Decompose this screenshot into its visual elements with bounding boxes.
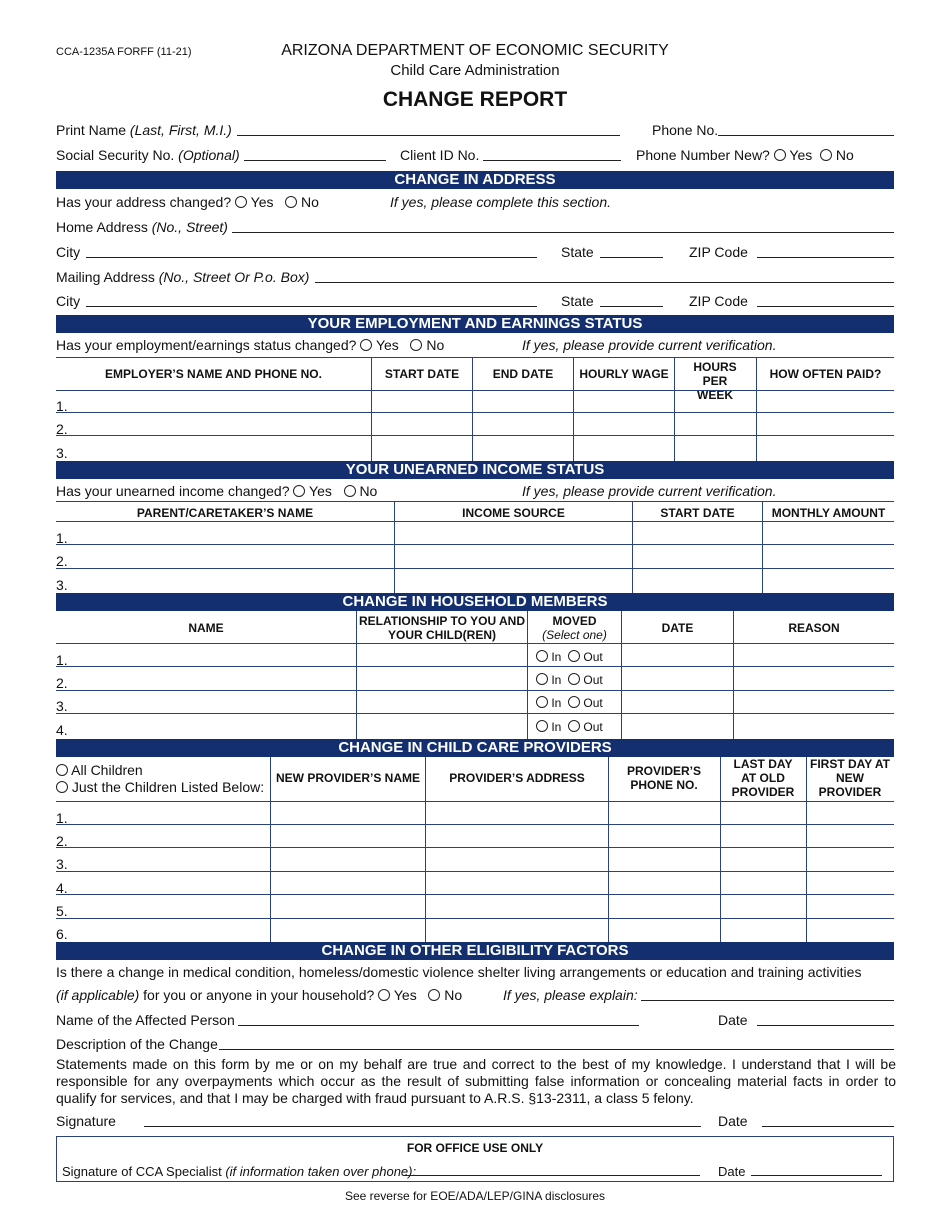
providers-section-header: CHANGE IN CHILD CARE PROVIDERS <box>56 739 894 757</box>
moved-out-radio[interactable] <box>568 720 580 732</box>
mailing-city-label: City <box>56 293 81 309</box>
address-note: If yes, please complete this section. <box>390 194 611 210</box>
other-yes-radio[interactable] <box>378 989 390 1001</box>
home-state-field[interactable] <box>600 257 663 258</box>
phone-field[interactable] <box>718 135 894 136</box>
col-income-source: INCOME SOURCE <box>462 506 565 520</box>
phone-label: Phone No. <box>652 122 719 138</box>
unearned-note: If yes, please provide current verification. <box>522 483 777 499</box>
providers-col-divider <box>806 757 807 942</box>
providers-col-divider <box>270 757 271 942</box>
explain-field[interactable] <box>641 1000 894 1001</box>
col-monthly-amount: MONTHLY AMOUNT <box>771 506 886 520</box>
signature-label: Signature <box>56 1113 116 1129</box>
employment-row-number: 1. <box>56 398 68 414</box>
phone-new-yes-radio[interactable] <box>774 149 786 161</box>
other-section-header: CHANGE IN OTHER ELIGIBILITY FACTORS <box>56 942 894 960</box>
mailing-zip-field[interactable] <box>757 306 894 307</box>
explain-label: If yes, please explain: <box>503 987 638 1003</box>
office-use-title: FOR OFFICE USE ONLY <box>406 1141 544 1155</box>
household-row-1[interactable] <box>56 666 894 667</box>
mailing-state-field[interactable] <box>600 306 663 307</box>
employment-row-1[interactable] <box>56 412 894 413</box>
description-label: Description of the Change <box>56 1036 218 1052</box>
address-no-radio[interactable] <box>285 196 297 208</box>
other-no-radio[interactable] <box>428 989 440 1001</box>
provider-row-number: 1. <box>56 810 68 826</box>
providers-header-divider <box>56 801 894 802</box>
col-new-provider-name: NEW PROVIDER’S NAME <box>275 771 420 785</box>
household-row-number: 4. <box>56 722 68 738</box>
mailing-city-field[interactable] <box>86 306 537 307</box>
employment-table-top <box>56 357 894 358</box>
agency-name: ARIZONA DEPARTMENT OF ECONOMIC SECURITY <box>281 42 669 59</box>
unearned-row-1[interactable] <box>56 544 894 545</box>
household-col-divider <box>527 611 528 739</box>
phone-new-question: Phone Number New? Yes No <box>636 147 854 163</box>
address-yes-radio[interactable] <box>235 196 247 208</box>
col-moved: MOVED (Select one) <box>542 614 607 642</box>
unearned-header-divider <box>56 521 894 522</box>
moved-options: In Out <box>536 696 603 710</box>
moved-in-radio[interactable] <box>536 720 548 732</box>
col-income-start-date: START DATE <box>660 506 735 520</box>
moved-options: In Out <box>536 720 603 734</box>
description-field[interactable] <box>219 1049 894 1050</box>
affected-person-label: Name of the Affected Person <box>56 1012 235 1028</box>
provider-row-number: 5. <box>56 903 68 919</box>
moved-in-radio[interactable] <box>536 673 548 685</box>
unearned-no-radio[interactable] <box>344 485 356 497</box>
employment-header-divider <box>56 390 894 391</box>
provider-row-number: 6. <box>56 926 68 942</box>
employment-row-number: 3. <box>56 445 68 461</box>
moved-out-radio[interactable] <box>568 673 580 685</box>
client-id-field[interactable] <box>483 160 621 161</box>
print-name-label: Print Name (Last, First, M.I.) <box>56 122 232 138</box>
household-row-number: 1. <box>56 652 68 668</box>
employment-no-radio[interactable] <box>410 339 422 351</box>
employment-section-header: YOUR EMPLOYMENT AND EARNINGS STATUS <box>56 315 894 333</box>
home-zip-label: ZIP Code <box>689 244 748 260</box>
provider-row-2[interactable] <box>56 847 894 848</box>
mailing-address-label: Mailing Address (No., Street Or P.o. Box) <box>56 269 310 285</box>
client-id-label: Client ID No. <box>400 147 480 163</box>
page-title: CHANGE REPORT <box>382 88 568 111</box>
moved-out-radio[interactable] <box>568 650 580 662</box>
home-address-label: Home Address (No., Street) <box>56 219 228 235</box>
specialist-signature-field[interactable] <box>403 1175 700 1176</box>
household-col-divider <box>733 611 734 739</box>
provider-row-number: 2. <box>56 833 68 849</box>
address-section-header: CHANGE IN ADDRESS <box>56 171 894 189</box>
listed-children-option: Just the Children Listed Below: <box>56 779 264 795</box>
provider-row-1[interactable] <box>56 824 894 825</box>
unearned-row-number: 1. <box>56 530 68 546</box>
employment-yes-radio[interactable] <box>360 339 372 351</box>
mailing-zip-label: ZIP Code <box>689 293 748 309</box>
moved-out-radio[interactable] <box>568 696 580 708</box>
provider-row-4[interactable] <box>56 894 894 895</box>
certification-statement: Statements made on this form by me or on my behalf are true and correct to the best of my knowledge. I understand that I will be responsible for any overpayments which occur as the result of submitting false information or concealing material facts in order to qualify for services, and that I may be charged with fraud pursuant to A.R.S. §13-2311, a class 5 felony. <box>56 1056 896 1106</box>
col-provider-phone: PROVIDER’S PHONE NO. <box>626 764 701 792</box>
col-hours-per-week: HOURS PER WEEK <box>693 360 737 402</box>
unearned-col-divider <box>632 502 633 593</box>
employment-col-divider <box>756 358 757 461</box>
unearned-section-header: YOUR UNEARNED INCOME STATUS <box>56 461 894 479</box>
ssn-label: Social Security No. (Optional) <box>56 147 240 163</box>
unearned-col-divider <box>394 502 395 593</box>
all-children-radio[interactable] <box>56 764 68 776</box>
home-city-label: City <box>56 244 81 260</box>
provider-row-3[interactable] <box>56 871 894 872</box>
employment-row-2[interactable] <box>56 435 894 436</box>
providers-col-divider <box>425 757 426 942</box>
ssn-field[interactable] <box>244 160 386 161</box>
provider-row-number: 3. <box>56 856 68 872</box>
home-address-field[interactable] <box>232 232 894 233</box>
affected-person-field[interactable] <box>238 1025 639 1026</box>
specialist-date-label: Date <box>718 1164 746 1179</box>
moved-in-radio[interactable] <box>536 696 548 708</box>
mailing-address-field[interactable] <box>315 282 894 283</box>
moved-in-radio[interactable] <box>536 650 548 662</box>
other-question-line1: Is there a change in medical condition, homeless/domestic violence shelter living arrangements or education and training activities <box>56 964 862 980</box>
col-relationship: RELATIONSHIP TO YOU AND YOUR CHILD(REN) <box>358 614 526 642</box>
unearned-col-divider <box>762 502 763 593</box>
moved-options: In Out <box>536 673 603 687</box>
signature-date-field[interactable] <box>762 1126 894 1127</box>
unearned-row-2[interactable] <box>56 568 894 569</box>
print-name-field[interactable] <box>237 135 620 136</box>
affected-date-label: Date <box>718 1012 748 1028</box>
col-end-date: END DATE <box>492 367 554 381</box>
household-col-divider <box>356 611 357 739</box>
specialist-label: Signature of CCA Specialist (if information taken over phone): <box>62 1164 417 1179</box>
col-last-day: LAST DAY AT OLD PROVIDER <box>731 757 795 799</box>
division-name: Child Care Administration <box>390 62 560 79</box>
col-caretaker-name: PARENT/CARETAKER’S NAME <box>136 506 314 520</box>
address-changed-question: Has your address changed? Yes No <box>56 194 319 210</box>
home-state-label: State <box>561 244 594 260</box>
specialist-date-field[interactable] <box>751 1175 882 1176</box>
provider-row-number: 4. <box>56 880 68 896</box>
col-provider-address: PROVIDER’S ADDRESS <box>449 771 585 785</box>
household-row-2[interactable] <box>56 690 894 691</box>
mailing-state-label: State <box>561 293 594 309</box>
col-how-often-paid: HOW OFTEN PAID? <box>769 367 882 381</box>
household-row-3[interactable] <box>56 713 894 714</box>
unearned-yes-radio[interactable] <box>293 485 305 497</box>
unearned-row-number: 2. <box>56 553 68 569</box>
employment-col-divider <box>674 358 675 461</box>
all-children-option: All Children <box>56 762 143 778</box>
moved-options: In Out <box>536 650 603 664</box>
other-question-line2: (if applicable) for you or anyone in your household? Yes No <box>56 987 463 1003</box>
household-col-divider <box>621 611 622 739</box>
employment-col-divider <box>573 358 574 461</box>
provider-row-5[interactable] <box>56 918 894 919</box>
providers-col-divider <box>720 757 721 942</box>
employment-changed-question: Has your employment/earnings status changed? Yes No <box>56 337 445 353</box>
col-employer: EMPLOYER’S NAME AND PHONE NO. <box>105 367 322 381</box>
col-member-date: DATE <box>661 621 694 635</box>
household-row-number: 3. <box>56 698 68 714</box>
household-section-header: CHANGE IN HOUSEHOLD MEMBERS <box>56 593 894 611</box>
col-member-reason: REASON <box>788 621 840 635</box>
phone-new-no-radio[interactable] <box>820 149 832 161</box>
listed-children-radio[interactable] <box>56 781 68 793</box>
col-first-day: FIRST DAY AT NEW PROVIDER <box>810 757 891 799</box>
household-row-number: 2. <box>56 675 68 691</box>
signature-date-label: Date <box>718 1113 748 1129</box>
unearned-table-top <box>56 501 894 502</box>
employment-col-divider <box>371 358 372 461</box>
household-header-divider <box>56 643 894 644</box>
employment-note: If yes, please provide current verification. <box>522 337 777 353</box>
home-city-field[interactable] <box>86 257 537 258</box>
home-zip-field[interactable] <box>757 257 894 258</box>
employment-col-divider <box>472 358 473 461</box>
affected-date-field[interactable] <box>757 1025 894 1026</box>
providers-col-divider <box>608 757 609 942</box>
unearned-row-number: 3. <box>56 577 68 593</box>
employment-row-number: 2. <box>56 421 68 437</box>
footer-disclosures: See reverse for EOE/ADA/LEP/GINA disclosures <box>344 1189 606 1203</box>
col-hourly-wage: HOURLY WAGE <box>579 367 669 381</box>
unearned-changed-question: Has your unearned income changed? Yes No <box>56 483 378 499</box>
signature-field[interactable] <box>144 1126 701 1127</box>
col-start-date: START DATE <box>384 367 460 381</box>
col-member-name: NAME <box>188 621 224 635</box>
form-id: CCA-1235A FORFF (11-21) <box>56 46 192 58</box>
